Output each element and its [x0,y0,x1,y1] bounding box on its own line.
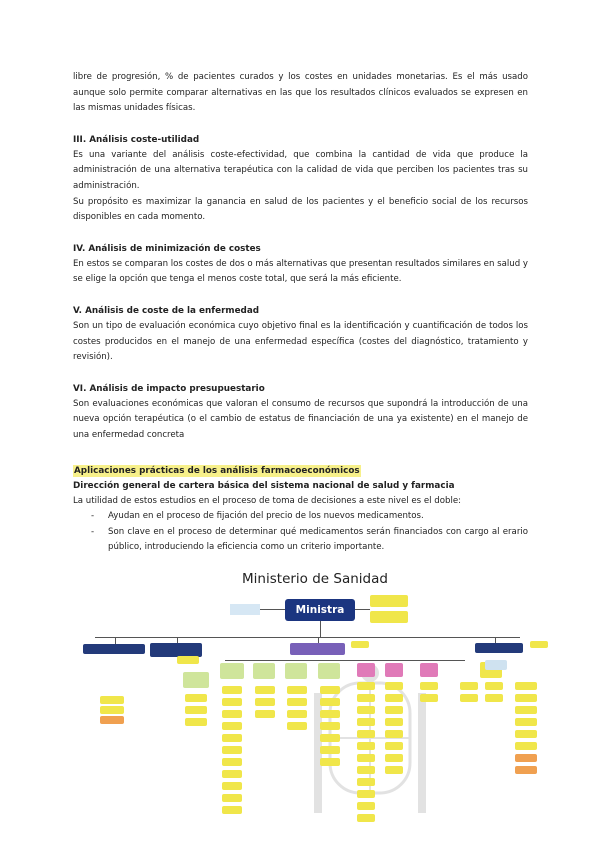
org-unit-box [420,682,438,690]
org-unit-box [255,710,275,718]
org-unit-box [515,730,537,738]
org-unit-box [515,742,537,750]
org-unit-box [420,663,438,677]
org-chart-title: Ministerio de Sanidad [242,571,388,587]
org-unit-box [285,663,307,679]
org-unit-box [185,718,207,726]
intro-paragraph: libre de progresión, % de pacientes curados y los costes en unidades monetarias. Es el más usado aunque solo permite comparar alternativas en las que los resultados clínicos evaluados se expresen en las mismas unidades físicas. [73,72,528,114]
org-unit-box [287,722,307,730]
org-unit-box [357,730,375,738]
org-unit-box [100,716,124,724]
org-unit-box [222,758,242,766]
highlighted-title: Aplicaciones prácticas de los análisis farmacoeconómicos [74,465,360,476]
org-unit-box [485,694,503,702]
org-unit-box [351,641,369,648]
applications-subheading: Dirección general de cartera básica del sistema nacional de salud y farmacia [73,480,455,491]
org-unit-box [222,710,242,718]
org-chart-image [75,568,555,838]
org-unit-box [530,641,548,648]
section-paragraph: Son evaluaciones económicas que valoran el consumo de recursos que supondrá la introducción de una nueva opción terapéutica (o el cambio de estatus de financiación de una ya existente) en el manejo de una enfermedad concreta [73,398,528,440]
section-paragraph: Son un tipo de evaluación económica cuyo objetivo final es la identificación y cuantificación de todos los costes producidos en el manejo de una enfermedad específica (costes del diagnóstico, tratamiento y revisión). [73,320,528,363]
org-unit-box [318,663,340,679]
org-unit-box [222,722,242,730]
org-unit-box [222,806,242,814]
org-unit-box [357,778,375,786]
org-unit-box [385,730,403,738]
org-unit-box [385,766,403,774]
org-unit-box [220,663,244,679]
gabinete-box [230,604,260,615]
org-unit-box [357,766,375,774]
org-unit-box [515,718,537,726]
org-unit-box [385,706,403,714]
org-unit-box [357,790,375,798]
org-unit-box [357,802,375,810]
org-unit-box [255,686,275,694]
org-unit-box [320,746,340,754]
org-unit-box [320,758,340,766]
section-heading: IV. Análisis de minimización de costes [73,243,261,254]
org-unit-box [357,754,375,762]
org-unit-box [515,682,537,690]
org-unit-box [385,694,403,702]
section-coste-utilidad [73,133,528,226]
org-unit-box [222,782,242,790]
org-unit-box [100,696,124,704]
org-unit-box [185,706,207,714]
bullet-text: Ayudan en el proceso de fijación del precio de los nuevos medicamentos. [108,511,424,522]
section-heading: VI. Análisis de impacto presupuestario [73,383,265,394]
section-paragraph: Su propósito es maximizar la ganancia en salud de los pacientes y el beneficio social de los recursos disponibles en cada momento. [73,196,528,223]
org-unit-box [385,754,403,762]
org-unit-box [357,694,375,702]
dash-icon: - [91,526,95,537]
org-unit-box [255,698,275,706]
org-unit-box [222,770,242,778]
org-unit-box [515,766,537,774]
applications-bullet-list [73,509,528,556]
section-paragraph: En estos se comparan los costes de dos o más alternativas que presentan resultados similares en salud y se elige la opción que tenga el menos coste total, que será la más eficiente. [73,258,528,285]
org-unit-box [185,694,207,702]
side-box [370,611,408,623]
section-impacto-presupuestario [73,382,528,444]
org-unit-box [460,682,478,690]
org-unit-box [83,644,145,654]
ministra-box: Ministra [285,599,355,621]
org-unit-box [290,643,345,655]
document-page [73,70,528,556]
dash-icon: - [91,511,95,522]
org-unit-box [320,722,340,730]
org-unit-box [357,814,375,822]
org-unit-box [222,698,242,706]
org-unit-box [357,663,375,677]
org-unit-box [385,682,403,690]
org-unit-box [287,710,307,718]
applications-intro: La utilidad de estos estudios en el proceso de toma de decisiones a este nivel es el doble: [73,495,462,506]
org-unit-box [287,698,307,706]
org-unit-box [222,686,242,694]
org-unit-box [253,663,275,679]
org-unit-box [485,682,503,690]
side-box [370,595,408,607]
applications-section [73,458,528,556]
org-unit-box [222,794,242,802]
org-unit-box [222,746,242,754]
section-paragraph: Es una variante del análisis coste-efectividad, que combina la cantidad de vida que produce la administración de una alternativa terapéutica con la calidad de vida que perciben los pacientes tras su administración. [73,149,528,191]
section-coste-enfermedad [73,304,528,366]
bullet-item [73,509,528,525]
org-unit-box [150,643,202,657]
org-unit-box [100,706,124,714]
org-unit-box [287,686,307,694]
org-unit-box [183,672,209,688]
org-unit-box [385,663,403,677]
section-heading: III. Análisis coste-utilidad [73,134,200,145]
org-unit-box [357,682,375,690]
bullet-item [73,525,528,556]
org-unit-box [320,686,340,694]
org-unit-box [515,706,537,714]
org-unit-box [385,742,403,750]
bullet-text: Son clave en el proceso de determinar qué medicamentos serán financiados con cargo al erario público, introduciendo la eficiencia como un criterio importante. [108,526,528,553]
org-unit-box [320,734,340,742]
org-unit-box [485,660,507,670]
org-unit-box [222,734,242,742]
section-minimizacion-costes [73,242,528,288]
org-unit-box [420,694,438,702]
org-unit-box [515,754,537,762]
org-unit-box [515,694,537,702]
org-unit-box [320,698,340,706]
org-unit-box [357,718,375,726]
org-unit-box [177,656,199,664]
org-unit-box [475,643,523,653]
org-unit-box [357,742,375,750]
org-unit-box [385,718,403,726]
org-unit-box [357,706,375,714]
org-unit-box [320,710,340,718]
section-heading: V. Análisis de coste de la enfermedad [73,305,260,316]
org-unit-box [460,694,478,702]
